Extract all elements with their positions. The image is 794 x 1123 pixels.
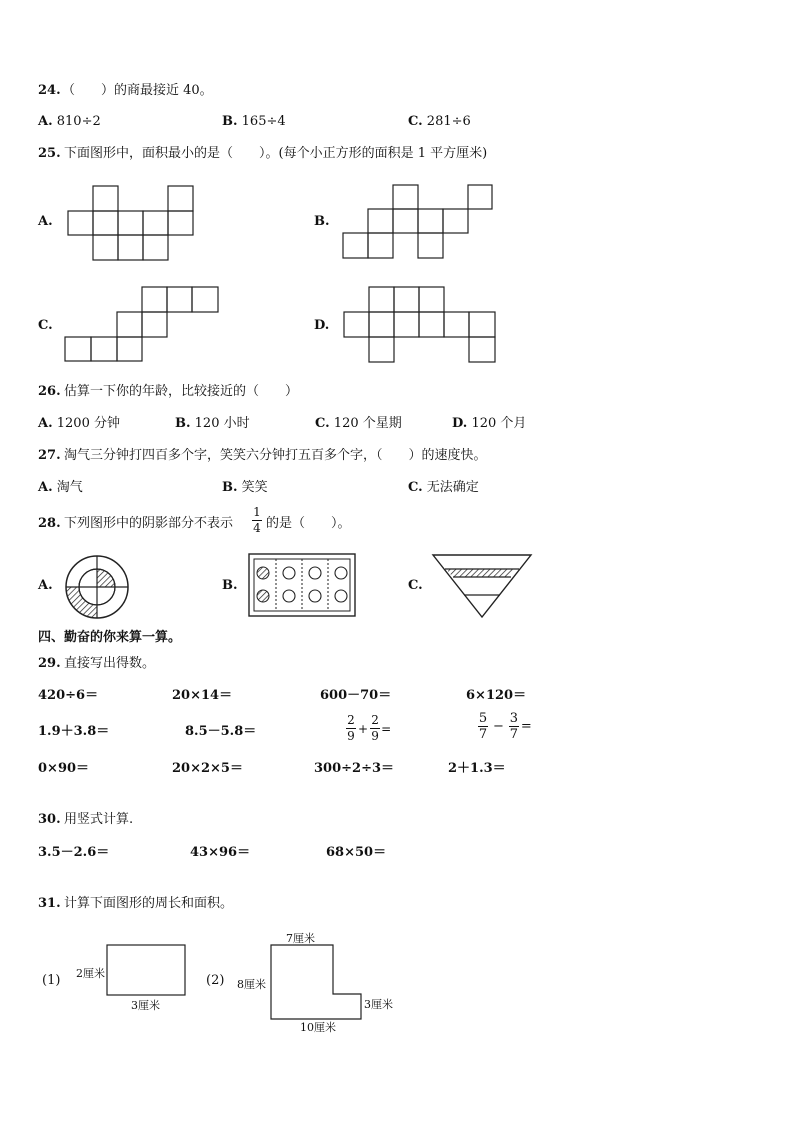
q25-figure-d [343, 286, 497, 364]
q30-item-1: 3.5－2.6＝ [38, 845, 110, 860]
q26-stem: 估算一下你的年龄，比较接近的（ ） [64, 384, 299, 399]
q29-r1-c4: 6×120＝ [466, 688, 527, 703]
q31-fig2-bottom-label: 10厘米 [300, 1021, 336, 1034]
q25-number: 25. [38, 146, 61, 161]
q31-fig1-side-label: 2厘米 [76, 967, 105, 980]
q29-r1-c2: 20×14＝ [172, 688, 233, 703]
q27-stem: 淘气三分钟打四百多个字，笑笑六分钟打五百多个字，（ ）的速度快。 [64, 448, 487, 463]
q25-label-c: C. [38, 318, 53, 333]
q31-fig1-label: (1) [42, 973, 61, 988]
q29-r2-c4: $\frac{5}{7}$ − $\frac{3}{7}$ = [478, 711, 532, 742]
q31-number: 31. [38, 896, 61, 911]
q25-label-a: A. [38, 214, 53, 229]
q28-fraction: 1 4 [253, 505, 261, 535]
q28-figure-a [64, 554, 130, 620]
q28-figure-c [432, 553, 532, 619]
q29-r2-c1: 1.9＋3.8＝ [38, 724, 110, 739]
q29-number: 29. [38, 656, 61, 671]
q27-option-c: C. 无法确定 [408, 480, 479, 495]
q31-fig2-top-label: 7厘米 [286, 932, 315, 945]
q28-number: 28. [38, 516, 61, 531]
q27-option-a: A. 淘气 [38, 480, 83, 495]
q26-option-b: B. 120 小时 [175, 416, 250, 431]
q30-stem: 用竖式计算. [64, 812, 134, 827]
q30-item-2: 43×96＝ [190, 845, 251, 860]
q28-figure-b [248, 553, 356, 617]
q29-r3-c1: 0×90＝ [38, 761, 90, 776]
q31-figure-1-rectangle [106, 944, 186, 996]
q24-option-a: A. 810÷2 [38, 114, 101, 129]
q28-label-b: B. [222, 578, 238, 593]
q27-number: 27. [38, 448, 61, 463]
q25-figure-c [65, 286, 219, 362]
q30-number: 30. [38, 812, 61, 827]
q29-r1-c1: 420÷6＝ [38, 688, 99, 703]
q26-option-d: D. 120 个月 [452, 416, 527, 431]
q28-label-c: C. [408, 578, 423, 593]
section-4-title: 四、勤奋的你来算一算。 [38, 630, 182, 645]
q29-r1-c3: 600－70＝ [320, 688, 392, 703]
q25-stem: 下面图形中，面积最小的是（ ）。(每个小正方形的面积是 1 平方厘米) [64, 146, 488, 161]
q28-stem-pre: 下列图形中的阴影部分不表示 [64, 516, 234, 531]
q26-number: 26. [38, 384, 61, 399]
q28-stem-post: 的是（ ）。 [266, 516, 351, 531]
q24-option-c: C. 281÷6 [408, 114, 471, 129]
q29-stem: 直接写出得数。 [64, 656, 156, 671]
q25-figure-a [68, 185, 194, 261]
q28-label-a: A. [38, 578, 53, 593]
q25-label-b: B. [314, 214, 330, 229]
q29-r3-c2: 20×2×5＝ [172, 761, 243, 776]
q26-option-a: A. 1200 分钟 [38, 416, 120, 431]
q24-option-b: B. 165÷4 [222, 114, 286, 129]
q29-r2-c2: 8.5－5.8＝ [185, 724, 257, 739]
q24-stem: （ ）的商最接近 40。 [62, 83, 213, 98]
q26-option-c: C. 120 个星期 [315, 416, 402, 431]
q29-r3-c4: 2＋1.3＝ [448, 761, 506, 776]
q30-item-3: 68×50＝ [326, 845, 387, 860]
q31-fig2-right-label: 3厘米 [364, 998, 393, 1011]
q31-stem: 计算下面图形的周长和面积。 [64, 896, 234, 911]
q25-label-d: D. [314, 318, 330, 333]
q31-fig1-bottom-label: 3厘米 [131, 999, 160, 1012]
q29-r2-c3: $\frac{2}{9}$ + $\frac{2}{9}$ = [347, 713, 392, 743]
q27-option-b: B. 笑笑 [222, 480, 268, 495]
q29-r3-c3: 300÷2÷3＝ [314, 761, 395, 776]
q31-figure-2-l-shape [270, 944, 362, 1020]
q31-fig2-label: (2) [206, 973, 225, 988]
q24-number: 24. [38, 83, 61, 98]
q31-fig2-left-label: 8厘米 [237, 978, 266, 991]
q25-figure-b [343, 184, 493, 259]
